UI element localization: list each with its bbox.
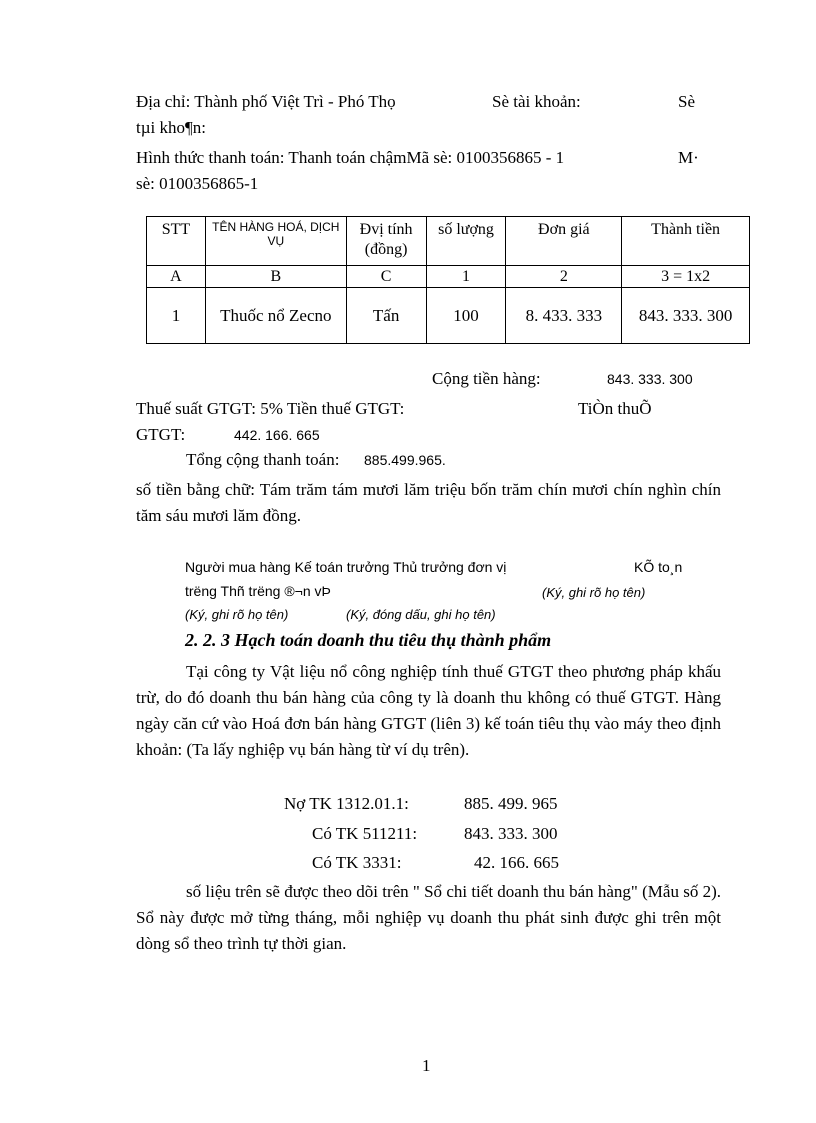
vat-label: GTGT: [136, 425, 186, 444]
vat-value: 442. 166. 665 [234, 427, 320, 443]
journal-amount: 885. 499. 965 [464, 794, 558, 813]
grand-total-value: 885.499.965. [364, 452, 446, 468]
table-cell: Tấn [346, 288, 426, 344]
address-line: Địa chỉ: Thành phố Việt Trì - Phó Thọ [136, 92, 396, 111]
journal-amount: 42. 166. 665 [474, 853, 559, 872]
goods-total-value: 843. 333. 300 [607, 371, 693, 387]
vat-trailing: TiÒn thuÕ [578, 399, 652, 418]
header-cell: số lượng [426, 217, 506, 266]
table-cell: 100 [426, 288, 506, 344]
header-cell: TÊN HÀNG HOÁ, DỊCH VỤ [205, 217, 346, 266]
signature-note: (Ký, ghi rõ họ tên) [542, 585, 646, 600]
code-cell: B [205, 266, 346, 288]
code-cell: A [147, 266, 206, 288]
table-code-row [147, 266, 750, 288]
signature-note: (Ký, ghi rõ họ tên) [185, 607, 289, 622]
tax-trailing: M· [678, 148, 699, 167]
code-cell: 3 = 1x2 [622, 266, 750, 288]
header-cell: Đvị tính (đồng) [346, 217, 426, 266]
signature-line-2: trëng Thñ trëng ®¬n vÞ [185, 583, 331, 599]
section-heading: 2. 2. 3 Hạch toán doanh thu tiêu thụ thành phẩm [185, 630, 552, 650]
account-label: Sè tài khoản: [492, 92, 581, 111]
code-cell: 2 [506, 266, 622, 288]
table-row [147, 288, 750, 344]
table-cell: 8. 433. 333 [506, 288, 622, 344]
account-trailing: Sè [678, 92, 695, 111]
table-cell: 1 [147, 288, 206, 344]
journal-amount: 843. 333. 300 [464, 824, 558, 843]
table-header-row [147, 217, 750, 266]
goods-total-label: Cộng tiền hàng: [432, 369, 541, 388]
journal-account: Nợ TK 1312.01.1: [284, 794, 409, 813]
journal-account: Có TK 3331: [312, 853, 402, 872]
section-paragraph: Tại công ty Vật liệu nổ công nghiệp tính thuế GTGT theo phương pháp khấu trừ, do đó doanh thu bán hàng của công ty là doanh thu không có thuế GTGT. Hàng ngày căn cứ vào Hoá đơn bán hàng GTGT (liên 3) kế toán tiêu thụ vào máy theo định khoản: (Ta lấy nghiệp vụ bán hàng từ ví dụ trên). [136, 662, 721, 759]
payment-line: Hình thức thanh toán: Thanh toán chậmMã sè: 0100356865 - 1 [136, 148, 565, 167]
code-cell: C [346, 266, 426, 288]
signature-note: (Ký, đóng dấu, ghi họ tên) [346, 607, 496, 622]
invoice-table [146, 216, 750, 344]
header-cell: STT [147, 217, 206, 266]
code-cell: 1 [426, 266, 506, 288]
vat-line: Thuế suất GTGT: 5% Tiền thuế GTGT: [136, 399, 405, 418]
header-cell: Thành tiền [622, 217, 750, 266]
page-number: 1 [422, 1056, 431, 1075]
signature-line-1: Người mua hàng Kế toán trưởng Thủ trưởng đơn vị [185, 559, 507, 575]
signature-line-1-trailing: KÕ to¸n [634, 559, 683, 575]
table-cell: Thuốc nổ Zecno [205, 288, 346, 344]
table-cell: 843. 333. 300 [622, 288, 750, 344]
section-paragraph: số liệu trên sẽ được theo dõi trên " Sổ chi tiết doanh thu bán hàng" (Mẫu số 2). Sổ này được mở từng tháng, mỗi nghiệp vụ doanh thu phát sinh được ghi trên một dòng sổ theo trình tự thời gian. [136, 882, 721, 953]
grand-total-label: Tổng cộng thanh toán: [186, 450, 340, 469]
tax-code-line: sè: 0100356865-1 [136, 174, 259, 193]
amount-in-words: số tiền bằng chữ: Tám trăm tám mươi lăm triệu bốn trăm chín mươi chín nghìn chín tăm sáu mươi lăm đồng. [136, 480, 721, 525]
header-cell: Đơn giá [506, 217, 622, 266]
bank-line: tµi kho¶n: [136, 118, 206, 137]
journal-account: Có TK 511211: [312, 824, 418, 843]
